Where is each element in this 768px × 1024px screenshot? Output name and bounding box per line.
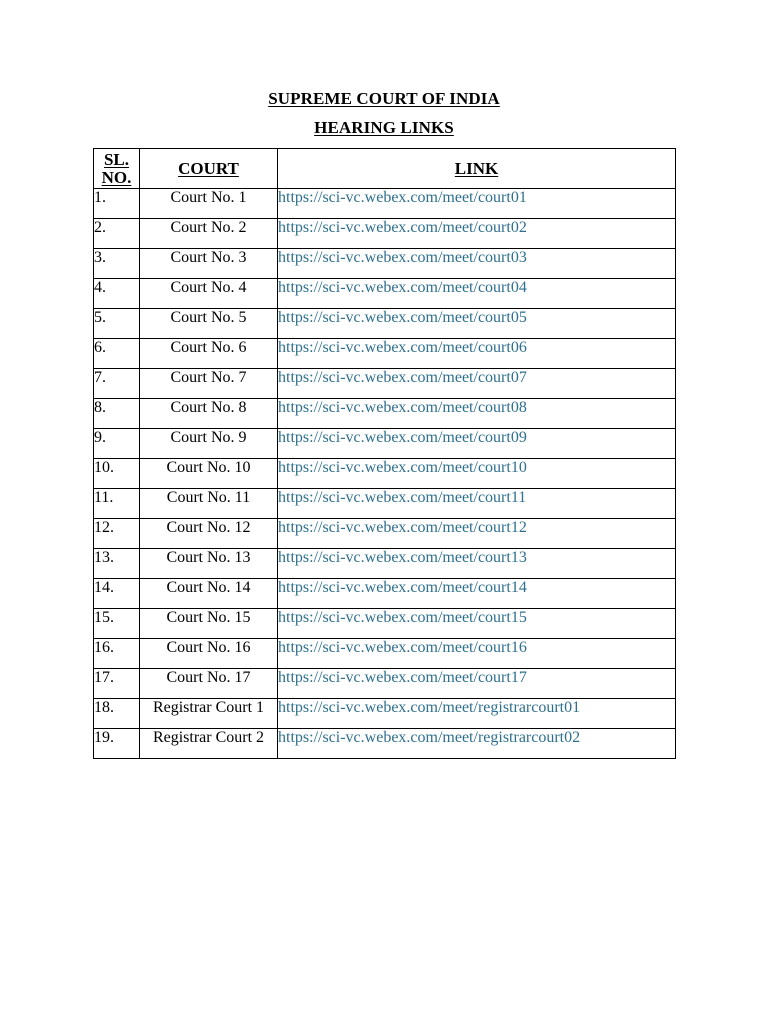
hearing-link[interactable]: https://sci-vc.webex.com/meet/court02 [278, 219, 676, 249]
serial-number-cell: 2. [94, 219, 140, 249]
serial-number-cell: 12. [94, 519, 140, 549]
table-row [94, 189, 676, 219]
hearing-link[interactable]: https://sci-vc.webex.com/meet/court13 [278, 549, 676, 579]
court-name-cell: Court No. 12 [140, 519, 278, 549]
hearing-link[interactable]: https://sci-vc.webex.com/meet/court08 [278, 399, 676, 429]
document-subtitle: HEARING LINKS [314, 118, 454, 137]
table-row [94, 309, 676, 339]
court-name-cell: Court No. 17 [140, 669, 278, 699]
table-row [94, 339, 676, 369]
table-row [94, 729, 676, 759]
court-name-cell: Court No. 11 [140, 489, 278, 519]
header-court: COURT [140, 149, 278, 189]
court-name-cell: Court No. 6 [140, 339, 278, 369]
table-row [94, 459, 676, 489]
hearing-link[interactable]: https://sci-vc.webex.com/meet/court16 [278, 639, 676, 669]
serial-number-cell: 6. [94, 339, 140, 369]
court-name-cell: Court No. 2 [140, 219, 278, 249]
hearing-link[interactable]: https://sci-vc.webex.com/meet/court04 [278, 279, 676, 309]
hearing-link[interactable]: https://sci-vc.webex.com/meet/court01 [278, 189, 676, 219]
serial-number-cell: 16. [94, 639, 140, 669]
table-row [94, 219, 676, 249]
header-serial-line1: SL. [103, 149, 130, 169]
table-row [94, 699, 676, 729]
hearing-links-table [93, 148, 676, 759]
serial-number-cell: 11. [94, 489, 140, 519]
court-name-cell: Court No. 14 [140, 579, 278, 609]
serial-number-cell: 19. [94, 729, 140, 759]
court-name-cell: Court No. 13 [140, 549, 278, 579]
hearing-link[interactable]: https://sci-vc.webex.com/meet/court09 [278, 429, 676, 459]
serial-number-cell: 1. [94, 189, 140, 219]
hearing-link[interactable]: https://sci-vc.webex.com/meet/court17 [278, 669, 676, 699]
serial-number-cell: 17. [94, 669, 140, 699]
table-header-row [94, 149, 676, 189]
table-body [94, 189, 676, 759]
court-name-cell: Court No. 7 [140, 369, 278, 399]
serial-number-cell: 5. [94, 309, 140, 339]
serial-number-cell: 13. [94, 549, 140, 579]
court-name-cell: Registrar Court 1 [140, 699, 278, 729]
court-name-cell: Court No. 4 [140, 279, 278, 309]
hearing-link[interactable]: https://sci-vc.webex.com/meet/registrarcourt02 [278, 729, 676, 759]
table-row [94, 549, 676, 579]
header-serial-number [94, 149, 140, 189]
court-name-cell: Court No. 9 [140, 429, 278, 459]
header-link: LINK [278, 149, 676, 189]
serial-number-cell: 9. [94, 429, 140, 459]
table-row [94, 669, 676, 699]
table-row [94, 399, 676, 429]
hearing-link[interactable]: https://sci-vc.webex.com/meet/court15 [278, 609, 676, 639]
table-row [94, 489, 676, 519]
table-row [94, 249, 676, 279]
table-row [94, 609, 676, 639]
hearing-link[interactable]: https://sci-vc.webex.com/meet/court11 [278, 489, 676, 519]
serial-number-cell: 3. [94, 249, 140, 279]
serial-number-cell: 7. [94, 369, 140, 399]
hearing-link[interactable]: https://sci-vc.webex.com/meet/court03 [278, 249, 676, 279]
hearing-link[interactable]: https://sci-vc.webex.com/meet/registrarcourt01 [278, 699, 676, 729]
table-row [94, 429, 676, 459]
hearing-link[interactable]: https://sci-vc.webex.com/meet/court06 [278, 339, 676, 369]
table-row [94, 369, 676, 399]
serial-number-cell: 15. [94, 609, 140, 639]
table-row [94, 579, 676, 609]
court-name-cell: Court No. 1 [140, 189, 278, 219]
court-name-cell: Court No. 16 [140, 639, 278, 669]
serial-number-cell: 18. [94, 699, 140, 729]
hearing-link[interactable]: https://sci-vc.webex.com/meet/court10 [278, 459, 676, 489]
court-name-cell: Court No. 8 [140, 399, 278, 429]
serial-number-cell: 4. [94, 279, 140, 309]
table-row [94, 639, 676, 669]
court-name-cell: Registrar Court 2 [140, 729, 278, 759]
header-serial-line2: NO. [101, 167, 132, 187]
serial-number-cell: 10. [94, 459, 140, 489]
document-title: SUPREME COURT OF INDIA [268, 89, 500, 108]
hearing-link[interactable]: https://sci-vc.webex.com/meet/court14 [278, 579, 676, 609]
hearing-link[interactable]: https://sci-vc.webex.com/meet/court05 [278, 309, 676, 339]
table-row [94, 519, 676, 549]
court-name-cell: Court No. 15 [140, 609, 278, 639]
court-name-cell: Court No. 3 [140, 249, 278, 279]
serial-number-cell: 8. [94, 399, 140, 429]
court-name-cell: Court No. 10 [140, 459, 278, 489]
hearing-link[interactable]: https://sci-vc.webex.com/meet/court12 [278, 519, 676, 549]
table-row [94, 279, 676, 309]
hearing-link[interactable]: https://sci-vc.webex.com/meet/court07 [278, 369, 676, 399]
court-name-cell: Court No. 5 [140, 309, 278, 339]
serial-number-cell: 14. [94, 579, 140, 609]
